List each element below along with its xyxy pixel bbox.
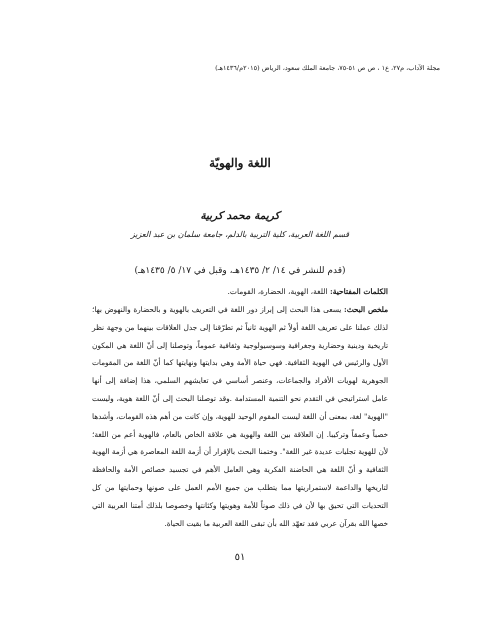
keywords-label: الكلمات المفتاحية:: [329, 287, 388, 296]
abstract-label: ملخص البحث:: [344, 305, 388, 314]
submission-dates: (قدم للنشر في ١٤/ ٢/ ١٤٣٥هـ، وقبل في ١٧/ ٥/ ١٤٣٥هـ): [134, 266, 346, 276]
author-name: كريمة محمد كربية: [200, 210, 280, 222]
author-affiliation: قسم اللغة العربية، كلية التربية بالدلم، جامعة سلمان بن عبد العزيز: [130, 230, 350, 239]
page-number: ٥١: [234, 552, 246, 563]
running-head: مجلة الآداب، م٢٧، ع١ ، ص ص ٥١-٧٥، جامعة الملك سعود، الرياض (٢٠١٥م/١٤٣٦هـ): [215, 64, 440, 72]
article-title: اللغة والهويّة: [209, 156, 271, 170]
abstract-text: يسعى هذا البحث إلى إبراز دور اللغة في التعريف بالهوية و بالحضارة والنهوض بها؛ لذلك عملنا على تعريف اللغة أولاً ثم الهوية ثانياً ثم تطرّقنا إلى جدل العلاقات بينهما من وجهة نظر تاريخية ودينية وحضارية وجغرافية وسوسيولوجية وثقافية عموماً، وتوصلنا إلى أنّ اللغة هي المكون الأول والرئيس في الهوية الثقافية. فهي حياة الأمة وهي بدايتها ونهايتها كما أنّ اللغة من المقومات الجوهرية لهويات الأفراد والجماعات، وعنصر أساسي في تعايشهم السلمي، هذا إضافة إلى أنها عامل استراتيجي في التقدم نحو التنمية المستدامة .وقد توصلنا البحث إلى أنّ اللغة هوية، وليست "الهوية" لغة، بمعنى أن اللغة ليست المقوم الوحيد للهوية، وإن كانت من أهم هذه القومات، وأشدها خصباً وعمقاً وتركيبا. إن العلاقة بين اللغة والهوية هي علاقة الخاص بالعام، فالهوية أعم من اللغة؛ لأن للهوية تجليات عديدة غير اللغة". وختمنا البحث بالإقرار أن أزمة اللغة المعاصرة هي أزمة الهوية الثقافية و أنّ اللغة هي الحاضنة الفكرية وهي العامل الأهم في تجسيد خصائص الأمة والحافظة لتاريخها والداعمة لاستمراريتها مما يتطلب من جميع الأمم العمل على صونها وحمايتها من كل التحديات التي تحيق بها لأن في ذلك صوناً للأمة وهويتها وكثانتها وخصوصا بلذلك أمتنا العربية التي خصها الله بقرآن عربي فقد تعهّد الله بأن تبقى اللغة العربية ما بقيت الحياة.: [92, 305, 388, 528]
keywords-line: [92, 286, 388, 297]
keywords-text: اللغة، الهوية، الحضارة، القومات.: [227, 287, 330, 296]
abstract-paragraph: [92, 301, 388, 528]
